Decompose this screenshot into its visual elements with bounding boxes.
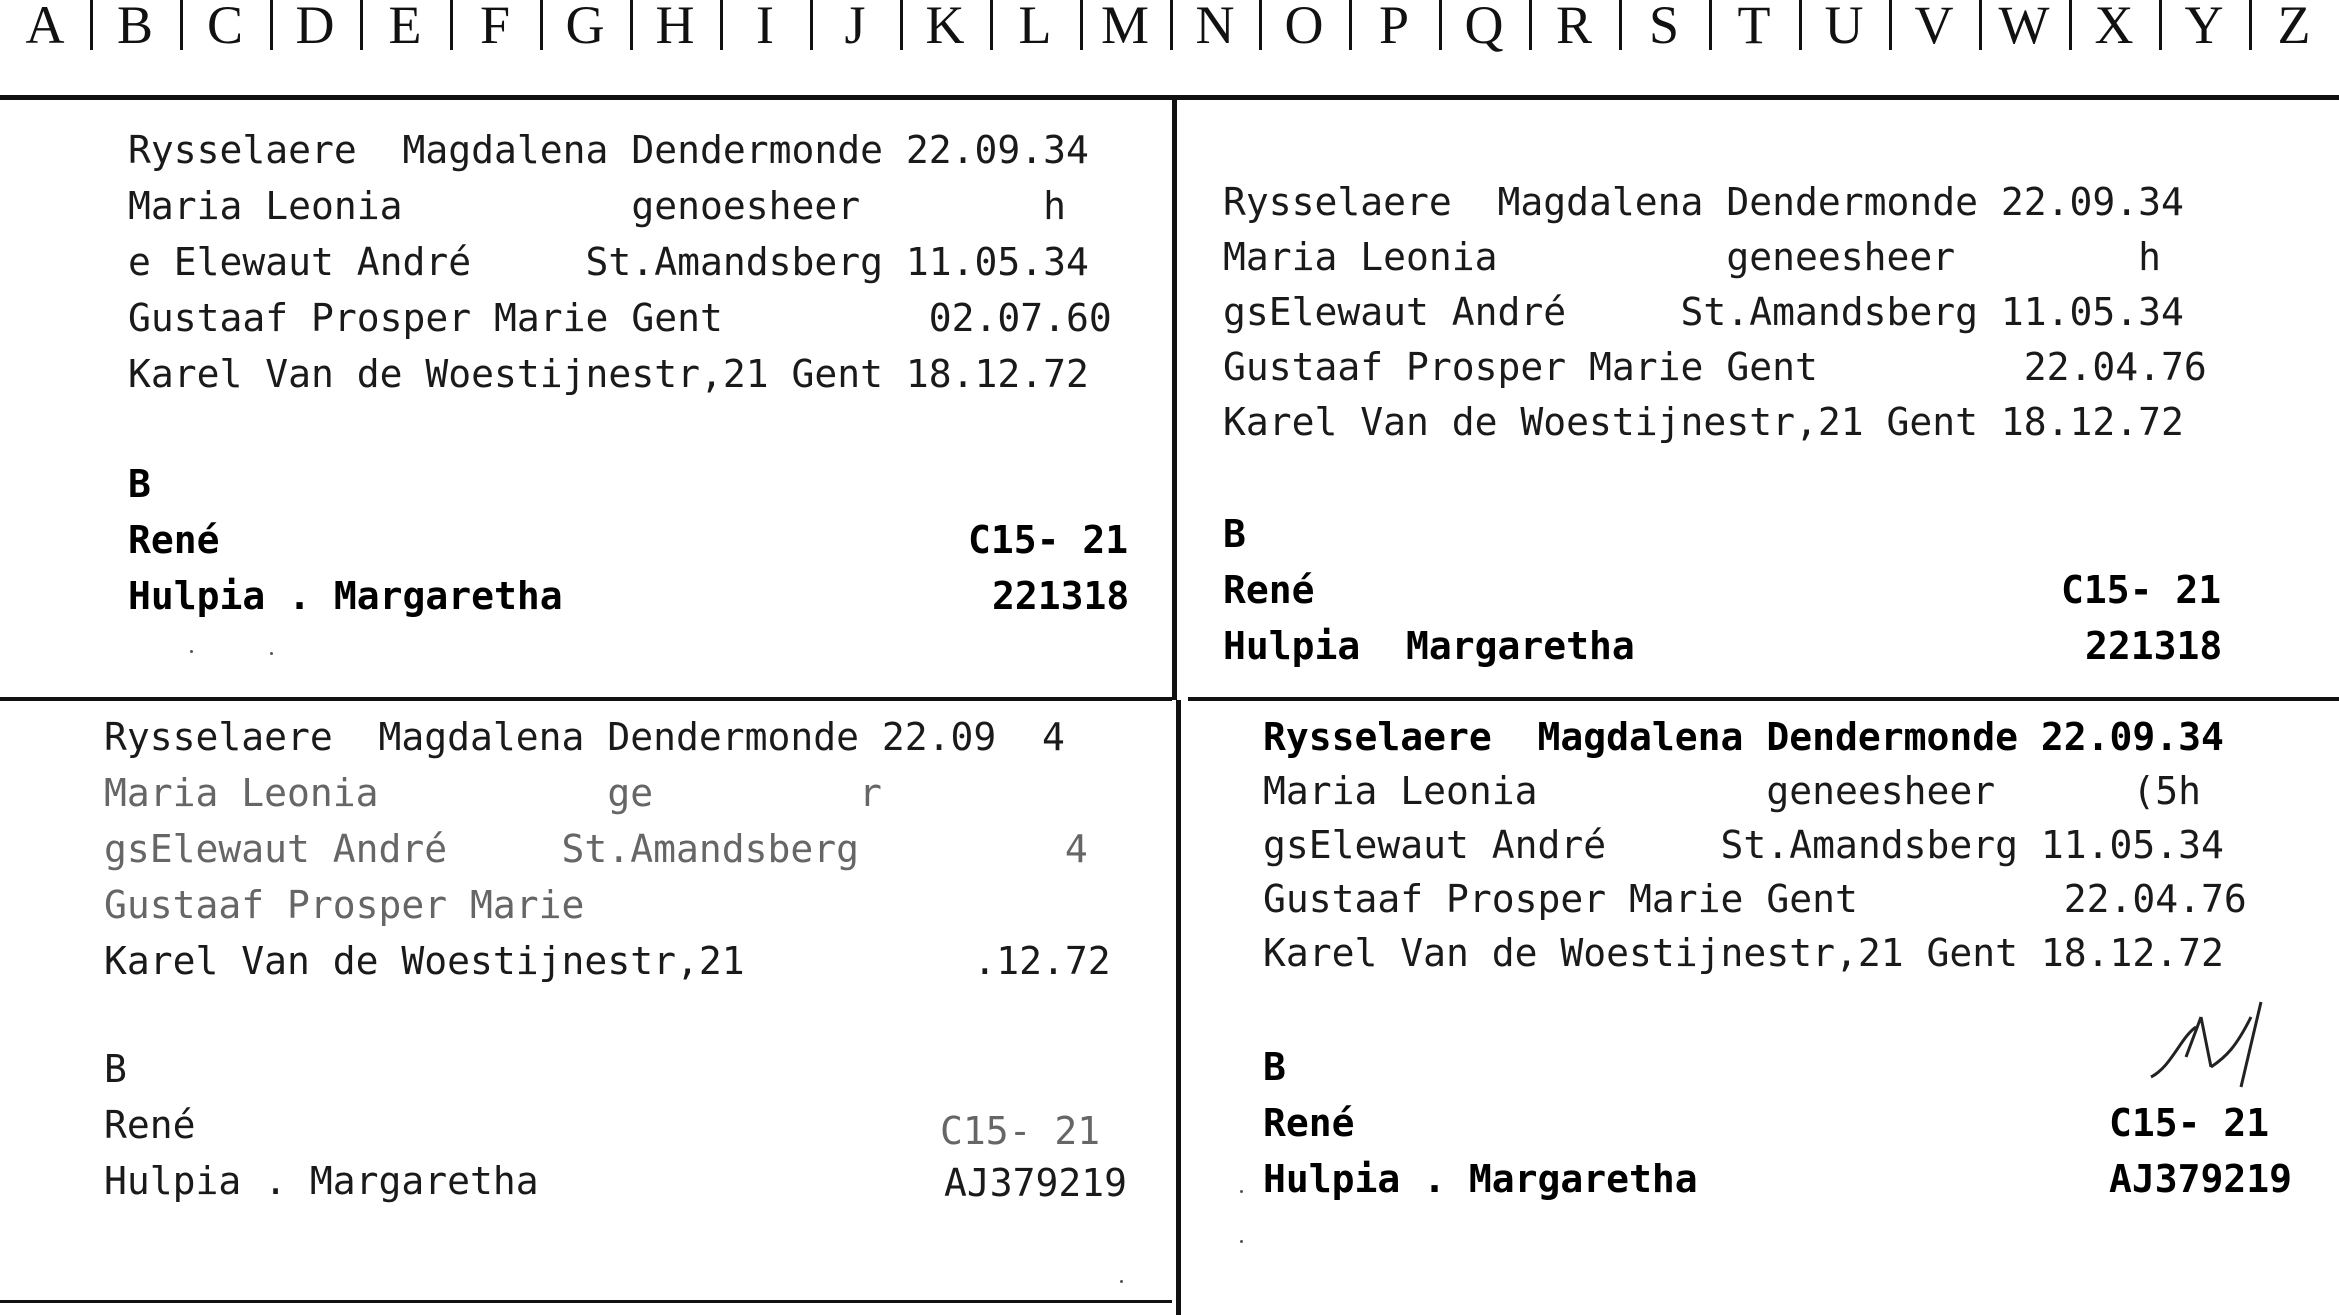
record-card-top-left (0, 100, 1172, 697)
index-letter: I (756, 0, 774, 55)
card-line: Gustaaf Prosper Marie Gent 22.04.76 (1223, 345, 2207, 389)
card-code: C15- 21 (2061, 568, 2222, 612)
scan-speck (1240, 1240, 1243, 1243)
scan-speck (190, 650, 193, 653)
index-separator (1170, 0, 1173, 50)
index-letter: D (295, 0, 335, 55)
card-line: Gustaaf Prosper Marie Gent 02.07.60 (128, 296, 1112, 340)
card-line: Karel Van de Woestijnestr,21 Gent 18.12.72 (1263, 931, 2224, 975)
card-line: Karel Van de Woestijnestr,21 Gent 18.12.72 (1223, 400, 2184, 444)
card-line: Maria Leonia ge r (104, 771, 882, 815)
index-letter: V (1914, 0, 1954, 55)
record-card-bottom-left (0, 701, 1172, 1300)
handwritten-signature (2141, 997, 2281, 1117)
index-separator (2249, 0, 2252, 50)
alphabet-index-bar (0, 0, 2339, 100)
index-letter: P (1378, 0, 1410, 55)
index-separator (990, 0, 993, 50)
index-separator (2069, 0, 2072, 50)
card-line: Karel Van de Woestijnestr,21 .12.72 (104, 939, 1111, 983)
index-separator (1799, 0, 1802, 50)
card-code: C15- 21 (940, 1109, 1101, 1153)
card-line: gsElewaut André St.Amandsberg 4 (104, 827, 1088, 871)
index-separator (90, 0, 93, 50)
index-separator (180, 0, 183, 50)
card-line: gsElewaut André St.Amandsberg 11.05.34 (1223, 290, 2184, 334)
card-line: Rysselaere Magdalena Dendermonde 22.09.34 (128, 128, 1089, 172)
card-letter: B (104, 1047, 127, 1091)
card-line: Gustaaf Prosper Marie (104, 883, 585, 927)
index-separator (1349, 0, 1352, 50)
card-number: AJ379219 (2109, 1157, 2293, 1201)
index-letter: X (2094, 0, 2134, 55)
index-letter: S (1648, 0, 1680, 55)
index-letter: Y (2184, 0, 2224, 55)
index-separator (1709, 0, 1712, 50)
card-letter: B (1263, 1045, 1286, 1089)
card-line: Maria Leonia geneesheer (5h (1263, 769, 2201, 813)
index-separator (1889, 0, 1892, 50)
index-letter: F (479, 0, 511, 55)
card-first-name: René (104, 1103, 196, 1147)
index-separator (1529, 0, 1532, 50)
card-code: C15- 21 (2109, 1101, 2270, 1145)
index-letter: W (1998, 0, 2050, 55)
record-card-bottom-right (1181, 701, 2339, 1315)
index-separator (270, 0, 273, 50)
card-number: 221318 (2085, 624, 2223, 668)
index-separator (720, 0, 723, 50)
index-separator (2159, 0, 2162, 50)
card-line: gsElewaut André St.Amandsberg 11.05.34 (1263, 823, 2224, 867)
card-line: Gustaaf Prosper Marie Gent 22.04.76 (1263, 877, 2247, 921)
scan-speck (1240, 1190, 1243, 1193)
card-number: 221318 (992, 574, 1130, 618)
index-separator (1439, 0, 1442, 50)
card-first-name: René (128, 518, 220, 562)
card-spouse: Hulpia . Margaretha (104, 1159, 539, 1203)
index-separator (630, 0, 633, 50)
index-letter: E (388, 0, 422, 55)
card-letter: B (1223, 512, 1246, 556)
index-letter: B (116, 0, 154, 55)
card-line: Maria Leonia genoesheer h (128, 184, 1066, 228)
index-letter: A (25, 0, 65, 55)
index-letter: H (655, 0, 695, 55)
card-first-name: René (1223, 568, 1315, 612)
card-line: Maria Leonia geneesheer h (1223, 235, 2161, 279)
index-letter: M (1100, 0, 1149, 55)
index-letter: O (1284, 0, 1324, 55)
index-letter: R (1555, 0, 1593, 55)
scan-speck (1120, 1280, 1123, 1283)
record-card-top-right (1177, 100, 2339, 697)
bottom-rule-left (0, 1300, 1172, 1303)
card-line: Rysselaere Magdalena Dendermonde 22.09.34 (1223, 180, 2184, 224)
index-separator (450, 0, 453, 50)
index-separator (1619, 0, 1622, 50)
index-letter: N (1195, 0, 1235, 55)
scan-speck (270, 652, 273, 655)
index-separator (900, 0, 903, 50)
index-separator (1979, 0, 1982, 50)
card-line: e Elewaut André St.Amandsberg 11.05.34 (128, 240, 1089, 284)
index-separator (1080, 0, 1083, 50)
index-letter: U (1824, 0, 1864, 55)
index-letter: T (1737, 0, 1771, 55)
index-separator (810, 0, 813, 50)
card-first-name: René (1263, 1101, 1355, 1145)
index-letter: K (925, 0, 965, 55)
card-line: Rysselaere Magdalena Dendermonde 22.09.34 (1263, 715, 2224, 759)
index-letter: Q (1464, 0, 1504, 55)
index-letter: Z (2277, 0, 2311, 55)
card-number: AJ379219 (944, 1161, 1128, 1205)
index-separator (360, 0, 363, 50)
index-separator (1259, 0, 1262, 50)
card-spouse: Hulpia Margaretha (1223, 624, 1635, 668)
index-letter: G (565, 0, 605, 55)
card-line: Rysselaere Magdalena Dendermonde 22.09 4 (104, 715, 1065, 759)
card-code: C15- 21 (968, 518, 1129, 562)
card-spouse: Hulpia . Margaretha (128, 574, 563, 618)
index-letter: L (1018, 0, 1052, 55)
card-letter: B (128, 462, 151, 506)
index-separator (540, 0, 543, 50)
card-spouse: Hulpia . Margaretha (1263, 1157, 1698, 1201)
index-letter: J (844, 0, 866, 55)
card-line: Karel Van de Woestijnestr,21 Gent 18.12.72 (128, 352, 1089, 396)
index-letter: C (206, 0, 244, 55)
